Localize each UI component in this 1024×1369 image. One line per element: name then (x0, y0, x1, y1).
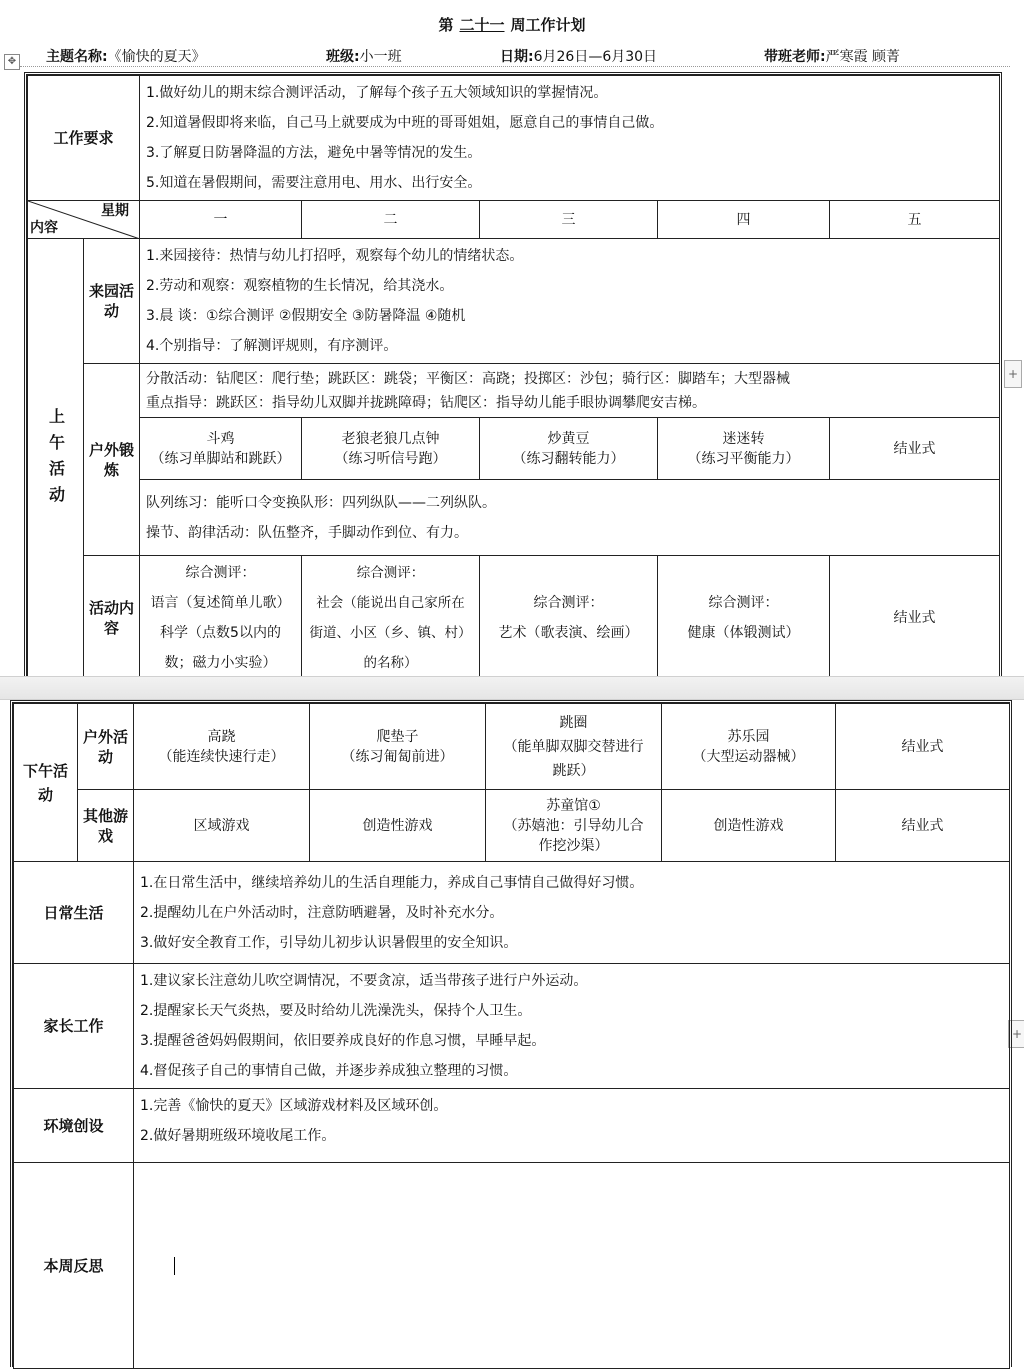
daily-life-cell[interactable] (134, 862, 1010, 964)
game-goal: （练习平衡能力） (687, 450, 800, 467)
game-name: 结业式 (893, 440, 936, 457)
game-cell-tue[interactable] (302, 418, 480, 480)
list-item: 1.在日常生活中，继续培养幼儿的生活自理能力，养成自己事情自己做得好习惯。 (140, 874, 644, 891)
activity-content-label: 活动内容 (84, 556, 140, 681)
date-value: 6月26日—6月30日 (533, 49, 658, 65)
drill-text: 队列练习：能听口令变换队形：四列纵队——二列纵队。 (146, 494, 497, 511)
list-item: 2.提醒幼儿在户外活动时，注意防晒避暑，及时补充水分。 (140, 904, 504, 921)
afternoon-outdoor-label: 户外活动 (78, 704, 134, 790)
afternoon-outdoor-cell-fri[interactable] (836, 704, 1010, 790)
reflection-label: 本周反思 (14, 1163, 134, 1369)
day-header-mon: 一 (140, 201, 302, 239)
afternoon-outdoor-cell-thu[interactable] (662, 704, 836, 790)
scatter-activity-text: 分散活动：钻爬区：爬行垫；跳跃区：跳袋；平衡区：高跷；投掷区：沙包；骑行区：脚踏车；大型器械 (146, 370, 791, 387)
cell-line: （能单脚双脚交替进行 (503, 738, 644, 755)
cell-line: 苏乐园 (727, 728, 770, 745)
add-column-icon[interactable]: + (1004, 360, 1022, 388)
game-goal: （练习单脚站和跳跃） (150, 450, 291, 467)
class-field[interactable] (326, 46, 402, 66)
cell-line: 结业式 (901, 738, 944, 755)
arrival-activity-cell[interactable] (140, 239, 1000, 364)
cell-line: 苏童馆① (546, 797, 601, 814)
list-item: 3.提醒爸爸妈妈假期间，依旧要养成良好的作息习惯，早睡早起。 (140, 1033, 546, 1049)
list-item: 4.个别指导：了解测评规则，有序测评。 (146, 338, 398, 354)
game-cell-fri[interactable] (830, 418, 1000, 480)
afternoon-outdoor-cell-wed[interactable] (486, 704, 662, 790)
text-cursor (174, 1257, 175, 1275)
game-name: 老狼老狼几点钟 (341, 430, 440, 447)
list-item: 1.做好幼儿的期末综合测评活动，了解每个孩子五大领域知识的掌握情况。 (146, 85, 608, 101)
game-cell-mon[interactable] (140, 418, 302, 480)
afternoon-outdoor-cell-tue[interactable] (310, 704, 486, 790)
meta-row (20, 44, 1010, 67)
list-item: 3.晨 谈：①综合测评 ②假期安全 ③防暑降温 ④随机 (146, 308, 466, 324)
plan-table-page-2 (10, 700, 1012, 1367)
cell-line: 综合测评： (533, 595, 604, 611)
outdoor-exercise-label: 户外锻炼 (84, 364, 140, 556)
day-header-thu: 四 (658, 201, 830, 239)
teacher-value: 严寒霞 顾菁 (825, 49, 901, 65)
teacher-field[interactable] (764, 46, 900, 66)
teacher-label: 带班老师: (764, 49, 826, 65)
cell-line: （练习匍匐前进） (341, 748, 454, 765)
parent-work-cell[interactable] (134, 964, 1010, 1089)
game-name: 炒黄豆 (547, 430, 590, 447)
title-prefix: 第 (438, 16, 454, 34)
corner-content-label: 内容 (30, 220, 58, 236)
date-field[interactable] (500, 46, 657, 66)
cell-line: 语言（复述简单儿歌） (150, 595, 291, 611)
cell-line: 爬垫子 (376, 728, 419, 745)
game-cell-wed[interactable] (480, 418, 658, 480)
arrival-activity-label: 来园活动 (84, 239, 140, 364)
day-header-wed: 三 (480, 201, 658, 239)
cell-line: 健康（体锻测试） (687, 625, 800, 641)
cell-line: （苏嬉池：引导幼儿合 (503, 817, 644, 834)
weekday-corner-cell (28, 201, 140, 239)
exercise-text: 操节、韵律活动：队伍整齐，手脚动作到位、有力。 (146, 524, 469, 541)
week-number[interactable]: 二十一 (459, 16, 505, 34)
list-item: 4.督促孩子自己的事情自己做，并逐步养成独立整理的习惯。 (140, 1063, 518, 1079)
afternoon-activities-label: 下午活动 (14, 704, 78, 862)
cell-line: 科学（点数5以内的 (160, 625, 281, 641)
other-games-cell-wed[interactable] (486, 790, 662, 862)
game-name: 斗鸡 (206, 430, 235, 447)
cell-line: 创造性游戏 (362, 817, 433, 834)
other-games-cell-mon[interactable] (134, 790, 310, 862)
drill-cell[interactable] (140, 480, 1000, 556)
list-item: 3.做好安全教育工作，引导幼儿初步认识暑假里的安全知识。 (140, 934, 518, 951)
cell-line: 作挖沙渠） (538, 837, 609, 854)
move-handle-icon[interactable]: ✥ (4, 54, 20, 70)
activity-cell-tue[interactable] (302, 556, 480, 681)
theme-label: 主题名称: (46, 49, 108, 65)
day-header-fri: 五 (830, 201, 1000, 239)
cell-line: 街道、小区（乡、镇、村） (309, 625, 472, 641)
activity-cell-fri[interactable] (830, 556, 1000, 681)
cell-line: 的名称） (363, 655, 418, 671)
cell-line: 结业式 (893, 610, 936, 626)
daily-life-label: 日常生活 (14, 862, 134, 964)
reflection-input[interactable] (134, 1163, 1010, 1369)
list-item: 1.来园接待：热情与幼儿打招呼，观察每个幼儿的情绪状态。 (146, 248, 524, 264)
theme-value: 《愉快的夏天》 (107, 49, 206, 65)
game-goal: （练习听信号跑） (334, 450, 447, 467)
page-break (0, 676, 1024, 700)
day-header-tue: 二 (302, 201, 480, 239)
list-item: 2.做好暑期班级环境收尾工作。 (140, 1128, 336, 1144)
other-games-cell-thu[interactable] (662, 790, 836, 862)
cell-line: 跳圈 (559, 714, 588, 731)
afternoon-outdoor-cell-mon[interactable] (134, 704, 310, 790)
list-item: 2.提醒家长天气炎热，要及时给幼儿洗澡洗头，保持个人卫生。 (140, 1003, 532, 1019)
activity-cell-thu[interactable] (658, 556, 830, 681)
cell-line: 数；磁力小实验） (164, 655, 277, 671)
focus-guidance-text: 重点指导：跳跃区：指导幼儿双脚并拢跳障碍；钻爬区：指导幼儿能手眼协调攀爬安吉梯。 (146, 394, 707, 411)
corner-weekday-label: 星期 (101, 203, 130, 219)
game-cell-thu[interactable] (658, 418, 830, 480)
other-games-cell-fri[interactable] (836, 790, 1010, 862)
cell-line: 创造性游戏 (713, 817, 784, 834)
morning-activities-label: 上午活动 (28, 239, 84, 681)
work-requirements-label: 工作要求 (28, 76, 140, 201)
activity-cell-mon[interactable] (140, 556, 302, 681)
outdoor-scatter-cell[interactable] (140, 364, 1000, 418)
list-item: 2.劳动和观察：观察植物的生长情况，给其浇水。 (146, 278, 454, 294)
class-value: 小一班 (359, 49, 402, 65)
title-suffix: 周工作计划 (510, 16, 586, 34)
cell-line: 区域游戏 (193, 817, 250, 834)
cell-line: （能连续快速行走） (158, 748, 285, 765)
work-requirements-cell[interactable] (140, 76, 1000, 201)
parent-work-label: 家长工作 (14, 964, 134, 1089)
cell-line: 社会（能说出自己家所在 (316, 595, 465, 611)
cell-line: 艺术（歌表演、绘画） (498, 625, 639, 641)
activity-cell-wed[interactable] (480, 556, 658, 681)
cell-line: 综合测评： (356, 565, 425, 581)
list-item: 1.建议家长注意幼儿吹空调情况，不要贪凉，适当带孩子进行户外运动。 (140, 973, 588, 989)
cell-line: 结业式 (901, 817, 944, 834)
environment-cell[interactable] (134, 1089, 1010, 1163)
list-item: 1.完善《愉快的夏天》区域游戏材料及区域环创。 (140, 1098, 448, 1114)
add-column-icon[interactable]: + (1008, 1020, 1024, 1048)
cell-line: 高跷 (207, 728, 236, 745)
theme-field[interactable] (46, 46, 206, 66)
game-name: 迷迷转 (722, 430, 765, 447)
environment-label: 环境创设 (14, 1089, 134, 1163)
date-label: 日期: (500, 49, 534, 65)
cell-line: 综合测评： (185, 565, 256, 581)
other-games-label: 其他游戏 (78, 790, 134, 862)
class-label: 班级: (326, 49, 360, 65)
plan-table-page-1 (24, 72, 1002, 680)
other-games-cell-tue[interactable] (310, 790, 486, 862)
cell-line: （大型运动器械） (692, 748, 805, 765)
list-item: 3.了解夏日防暑降温的方法，避免中暑等情况的发生。 (146, 145, 482, 161)
cell-line: 跳跃） (552, 762, 595, 779)
list-item: 5.知道在暑假期间，需要注意用电、用水、出行安全。 (146, 175, 482, 191)
list-item: 2.知道暑假即将来临，自己马上就要成为中班的哥哥姐姐，愿意自己的事情自己做。 (146, 115, 664, 131)
cell-line: 综合测评： (708, 595, 779, 611)
game-goal: （练习翻转能力） (512, 450, 625, 467)
page-title (0, 14, 1024, 35)
